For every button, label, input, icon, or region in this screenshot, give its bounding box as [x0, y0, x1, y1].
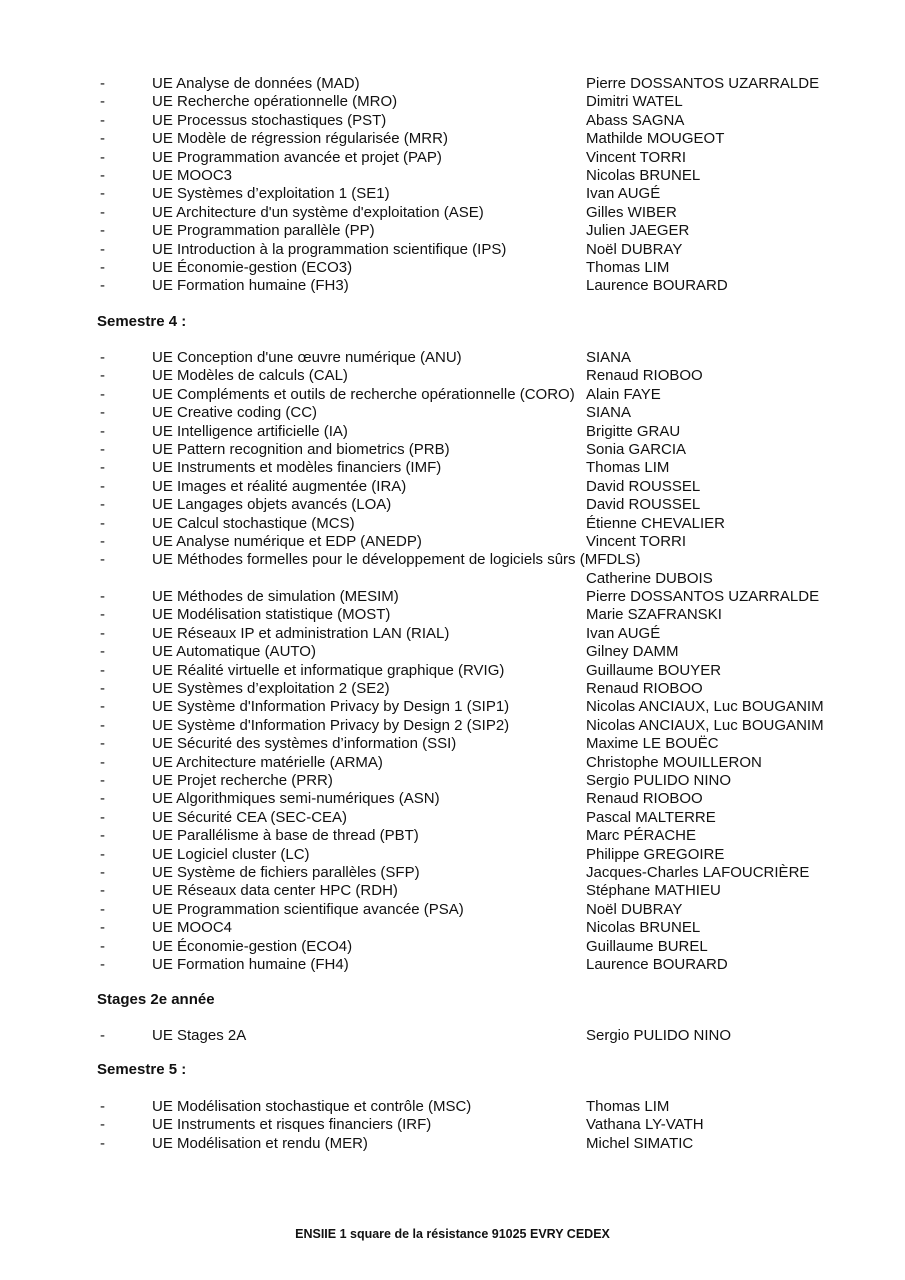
- course-name: UE Sécurité CEA (SEC-CEA): [152, 808, 348, 826]
- course-row: [0, 441, 905, 459]
- course-row: [0, 1116, 905, 1134]
- teacher-name: Maxime LE BOUËC: [586, 735, 719, 753]
- teacher-name: Laurence BOURARD: [586, 277, 728, 295]
- course-row: [0, 772, 905, 790]
- course-row: [0, 882, 905, 900]
- list-bullet-dash: -: [100, 753, 105, 771]
- course-row: [0, 496, 905, 514]
- list-bullet-dash: -: [100, 827, 105, 845]
- course-name: UE Modélisation stochastique et contrôle (MSC): [152, 1098, 472, 1115]
- semestre-5-course-list: [0, 1098, 905, 1153]
- course-name: UE Introduction à la programmation scientifique (IPS): [152, 240, 507, 258]
- teacher-name: Dimitri WATEL: [586, 93, 683, 111]
- teacher-name: Pierre DOSSANTOS UZARRALDE: [586, 588, 820, 606]
- list-bullet-dash: -: [100, 808, 105, 826]
- course-name: UE Recherche opérationnelle (MRO): [152, 93, 398, 111]
- course-name: UE Automatique (AUTO): [152, 643, 316, 661]
- teacher-name: Guillaume BUREL: [586, 937, 708, 955]
- course-name: UE Instruments et modèles financiers (IMF): [152, 459, 442, 477]
- course-row: [0, 204, 905, 222]
- semestre-4-heading: Semestre 4 :: [97, 313, 187, 330]
- list-bullet-dash: -: [100, 735, 105, 753]
- course-name: UE Méthodes formelles pour le développement de logiciels sûrs (MFDLS): [152, 551, 641, 569]
- course-row: [0, 386, 905, 404]
- course-name: UE Intelligence artificielle (IA): [152, 422, 348, 440]
- list-bullet-dash: -: [100, 203, 105, 221]
- teacher-name: Nicolas ANCIAUX, Luc BOUGANIM: [586, 698, 824, 716]
- course-row: [0, 185, 905, 203]
- list-bullet-dash: -: [100, 148, 105, 166]
- course-name: UE Modélisation statistique (MOST): [152, 606, 391, 624]
- list-bullet-dash: -: [100, 277, 105, 295]
- semestre-4-course-list: [0, 349, 905, 974]
- teacher-name: Ivan AUGÉ: [586, 624, 661, 642]
- course-name: UE Instruments et risques financiers (IRF): [152, 1116, 432, 1134]
- course-name: UE Programmation avancée et projet (PAP): [152, 148, 442, 166]
- course-row: [0, 259, 905, 277]
- teacher-name: Alain FAYE: [586, 385, 661, 403]
- course-row: [0, 515, 905, 533]
- list-bullet-dash: -: [100, 258, 105, 276]
- course-row: [0, 404, 905, 422]
- course-name: UE MOOC4: [152, 919, 233, 937]
- course-row: [0, 570, 905, 588]
- list-bullet-dash: -: [100, 680, 105, 698]
- teacher-name: Julien JAEGER: [586, 222, 690, 240]
- list-bullet-dash: -: [100, 222, 105, 240]
- teacher-name: Mathilde MOUGEOT: [586, 130, 725, 148]
- course-row: [0, 130, 905, 148]
- course-row: [0, 551, 905, 569]
- teacher-name: Jacques-Charles LAFOUCRIÈRE: [586, 863, 810, 881]
- course-name: UE Réseaux data center HPC (RDH): [152, 882, 398, 900]
- course-name: UE Compléments et outils de recherche opérationnelle (CORO): [152, 385, 575, 403]
- list-bullet-dash: -: [100, 1027, 105, 1044]
- list-bullet-dash: -: [100, 790, 105, 808]
- list-bullet-dash: -: [100, 93, 105, 111]
- teacher-name: Gilles WIBER: [586, 203, 677, 221]
- course-row: [0, 533, 905, 551]
- teacher-name: Marie SZAFRANSKI: [586, 606, 722, 624]
- teacher-name: Noël DUBRAY: [586, 900, 683, 918]
- list-bullet-dash: -: [100, 514, 105, 532]
- course-row: [0, 846, 905, 864]
- teacher-name: Abass SAGNA: [586, 111, 685, 129]
- course-name: UE Programmation scientifique avancée (PSA): [152, 900, 464, 918]
- course-name: UE Système de fichiers parallèles (SFP): [152, 863, 420, 881]
- list-bullet-dash: -: [100, 771, 105, 789]
- course-name: UE Programmation parallèle (PP): [152, 222, 375, 240]
- teacher-name: Laurence BOURARD: [586, 955, 728, 973]
- course-row: [0, 735, 905, 753]
- course-name: UE Économie-gestion (ECO4): [152, 937, 353, 955]
- teacher-name: Pascal MALTERRE: [586, 808, 716, 826]
- course-row: [0, 222, 905, 240]
- course-name: UE Systèmes d’exploitation 2 (SE2): [152, 680, 390, 698]
- course-name: UE Algorithmiques semi-numériques (ASN): [152, 790, 440, 808]
- teacher-name: Vathana LY-VATH: [586, 1116, 704, 1134]
- course-row: [0, 588, 905, 606]
- course-row: [0, 349, 905, 367]
- course-name: UE Processus stochastiques (PST): [152, 111, 387, 129]
- teacher-name: Christophe MOUILLERON: [586, 753, 762, 771]
- teacher-name: Nicolas BRUNEL: [586, 166, 701, 184]
- course-name: UE Images et réalité augmentée (IRA): [152, 477, 407, 495]
- teacher-name: Renaud RIOBOO: [586, 367, 703, 385]
- list-bullet-dash: -: [100, 606, 105, 624]
- teacher-name: David ROUSSEL: [586, 477, 701, 495]
- teacher-name: Thomas LIM: [586, 258, 670, 276]
- teacher-name: Thomas LIM: [586, 459, 670, 477]
- list-bullet-dash: -: [100, 349, 105, 366]
- teacher-name: Nicolas BRUNEL: [586, 919, 701, 937]
- course-row: [0, 956, 905, 974]
- teacher-name: Vincent TORRI: [586, 148, 687, 166]
- course-name: UE Économie-gestion (ECO3): [152, 258, 353, 276]
- teacher-name: Guillaume BOUYER: [586, 661, 722, 679]
- course-row: [0, 809, 905, 827]
- course-row: [0, 606, 905, 624]
- list-bullet-dash: -: [100, 459, 105, 477]
- course-row: [0, 459, 905, 477]
- teacher-name: David ROUSSEL: [586, 496, 701, 514]
- list-bullet-dash: -: [100, 551, 105, 569]
- list-bullet-dash: -: [100, 643, 105, 661]
- teacher-name: Renaud RIOBOO: [586, 680, 703, 698]
- stages-2a-course-list: [0, 1027, 905, 1045]
- course-name: UE Sécurité des systèmes d’information (SSI): [152, 735, 457, 753]
- teacher-name: Renaud RIOBOO: [586, 790, 703, 808]
- list-bullet-dash: -: [100, 863, 105, 881]
- course-name: UE Méthodes de simulation (MESIM): [152, 588, 399, 606]
- course-row: [0, 662, 905, 680]
- course-row: [0, 827, 905, 845]
- course-name: UE MOOC3: [152, 166, 233, 184]
- course-name: UE Creative coding (CC): [152, 404, 318, 422]
- course-name: UE Langages objets avancés (LOA): [152, 496, 392, 514]
- stages-2a-heading: Stages 2e année: [97, 991, 215, 1008]
- course-row: [0, 864, 905, 882]
- teacher-name: SIANA: [586, 404, 632, 422]
- course-row: [0, 75, 905, 93]
- list-bullet-dash: -: [100, 422, 105, 440]
- course-row: [0, 938, 905, 956]
- teacher-name: Stéphane MATHIEU: [586, 882, 721, 900]
- course-name: UE Modèle de régression régularisée (MRR): [152, 130, 448, 148]
- list-bullet-dash: -: [100, 937, 105, 955]
- list-bullet-dash: -: [100, 404, 105, 422]
- course-name: UE Formation humaine (FH4): [152, 955, 349, 973]
- course-row: [0, 643, 905, 661]
- course-name: UE Analyse de données (MAD): [152, 75, 360, 92]
- course-row: [0, 1027, 905, 1045]
- teacher-name: Ivan AUGÉ: [586, 185, 661, 203]
- course-row: [0, 1098, 905, 1116]
- course-name: UE Systèmes d’exploitation 1 (SE1): [152, 185, 390, 203]
- course-name: UE Formation humaine (FH3): [152, 277, 349, 295]
- list-bullet-dash: -: [100, 919, 105, 937]
- semestre-3-course-list: [0, 75, 905, 296]
- course-name: UE Analyse numérique et EDP (ANEDP): [152, 532, 422, 550]
- list-bullet-dash: -: [100, 588, 105, 606]
- teacher-name: Brigitte GRAU: [586, 422, 681, 440]
- course-row: [0, 277, 905, 295]
- course-row: [0, 112, 905, 130]
- course-name: UE Projet recherche (PRR): [152, 771, 333, 789]
- course-row: [0, 919, 905, 937]
- list-bullet-dash: -: [100, 532, 105, 550]
- course-name: UE Modélisation et rendu (MER): [152, 1134, 368, 1152]
- course-row: [0, 167, 905, 185]
- teacher-name: Vincent TORRI: [586, 532, 687, 550]
- teacher-name: Sergio PULIDO NINO: [586, 771, 732, 789]
- list-bullet-dash: -: [100, 75, 105, 92]
- list-bullet-dash: -: [100, 185, 105, 203]
- course-name: UE Architecture d'un système d'exploitation (ASE): [152, 203, 484, 221]
- list-bullet-dash: -: [100, 166, 105, 184]
- teacher-name: Marc PÉRACHE: [586, 827, 697, 845]
- course-row: [0, 790, 905, 808]
- course-name: UE Logiciel cluster (LC): [152, 845, 310, 863]
- course-row: [0, 1135, 905, 1153]
- list-bullet-dash: -: [100, 385, 105, 403]
- teacher-name: Thomas LIM: [586, 1098, 670, 1115]
- teacher-name: Catherine DUBOIS: [586, 569, 713, 587]
- course-name: UE Réseaux IP et administration LAN (RIAL): [152, 624, 450, 642]
- course-name: UE Stages 2A: [152, 1027, 247, 1044]
- course-row: [0, 698, 905, 716]
- course-name: UE Conception d'une œuvre numérique (ANU): [152, 349, 462, 366]
- list-bullet-dash: -: [100, 1134, 105, 1152]
- list-bullet-dash: -: [100, 440, 105, 458]
- course-row: [0, 717, 905, 735]
- teacher-name: Étienne CHEVALIER: [586, 514, 725, 532]
- list-bullet-dash: -: [100, 900, 105, 918]
- list-bullet-dash: -: [100, 1116, 105, 1134]
- list-bullet-dash: -: [100, 845, 105, 863]
- course-row: [0, 478, 905, 496]
- list-bullet-dash: -: [100, 240, 105, 258]
- list-bullet-dash: -: [100, 1098, 105, 1115]
- list-bullet-dash: -: [100, 130, 105, 148]
- teacher-name: Pierre DOSSANTOS UZARRALDE: [586, 75, 820, 92]
- course-row: [0, 901, 905, 919]
- list-bullet-dash: -: [100, 367, 105, 385]
- teacher-name: Sonia GARCIA: [586, 440, 687, 458]
- course-row: [0, 680, 905, 698]
- list-bullet-dash: -: [100, 624, 105, 642]
- teacher-name: Noël DUBRAY: [586, 240, 683, 258]
- list-bullet-dash: -: [100, 496, 105, 514]
- course-name: UE Réalité virtuelle et informatique graphique (RVIG): [152, 661, 505, 679]
- list-bullet-dash: -: [100, 882, 105, 900]
- semestre-5-heading: Semestre 5 :: [97, 1061, 187, 1078]
- teacher-name: Michel SIMATIC: [586, 1134, 694, 1152]
- course-name: UE Système d'Information Privacy by Design 1 (SIP1): [152, 698, 510, 716]
- list-bullet-dash: -: [100, 716, 105, 734]
- course-name: UE Calcul stochastique (MCS): [152, 514, 355, 532]
- list-bullet-dash: -: [100, 111, 105, 129]
- list-bullet-dash: -: [100, 698, 105, 716]
- course-name: UE Système d'Information Privacy by Design 2 (SIP2): [152, 716, 510, 734]
- course-row: [0, 423, 905, 441]
- course-name: UE Pattern recognition and biometrics (PRB): [152, 440, 450, 458]
- list-bullet-dash: -: [100, 477, 105, 495]
- teacher-name: SIANA: [586, 349, 632, 366]
- course-name: UE Architecture matérielle (ARMA): [152, 753, 383, 771]
- course-name: UE Parallélisme à base de thread (PBT): [152, 827, 419, 845]
- course-row: [0, 149, 905, 167]
- course-row: [0, 241, 905, 259]
- teacher-name: Gilney DAMM: [586, 643, 679, 661]
- course-row: [0, 93, 905, 111]
- list-bullet-dash: -: [100, 955, 105, 973]
- course-row: [0, 367, 905, 385]
- course-name: UE Modèles de calculs (CAL): [152, 367, 348, 385]
- course-row: [0, 625, 905, 643]
- teacher-name: Nicolas ANCIAUX, Luc BOUGANIM: [586, 716, 824, 734]
- teacher-name: Sergio PULIDO NINO: [586, 1027, 732, 1044]
- footer-address: ENSIIE 1 square de la résistance 91025 EVRY CEDEX: [295, 1227, 610, 1241]
- teacher-name: Philippe GREGOIRE: [586, 845, 725, 863]
- list-bullet-dash: -: [100, 661, 105, 679]
- course-row: [0, 754, 905, 772]
